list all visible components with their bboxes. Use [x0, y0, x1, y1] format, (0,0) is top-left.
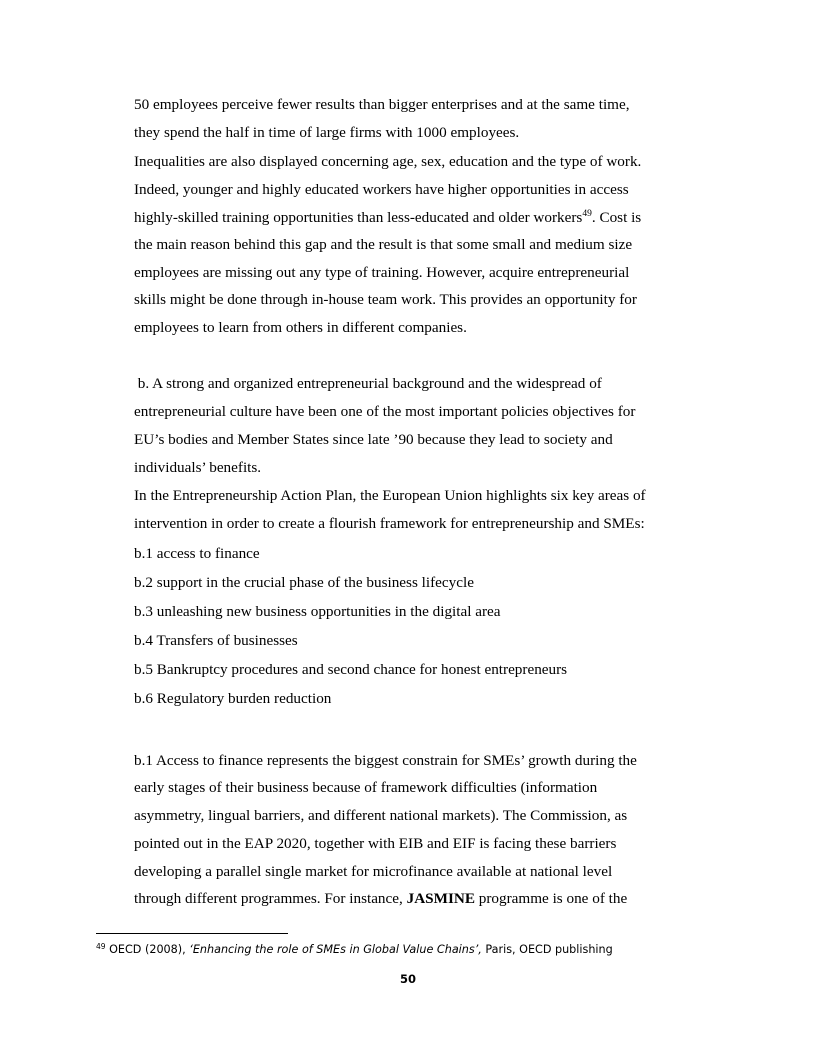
body-text-span: through different programmes. For instance, — [134, 890, 407, 907]
footnote-text: OECD (2008), — [105, 943, 190, 956]
footnote-text: Paris, OECD publishing — [481, 943, 613, 956]
body-text-line: skills might be done through in-house team work. This provides an opportunity for — [134, 291, 637, 308]
body-text-line: EU’s bodies and Member States since late ’90 because they lead to society and — [134, 431, 613, 448]
body-text-line: developing a parallel single market for microfinance available at national level — [134, 863, 613, 880]
list-item: b.1 access to finance — [134, 545, 260, 562]
list-item: b.5 Bankruptcy procedures and second chance for honest entrepreneurs — [134, 661, 568, 678]
body-text-line: In the Entrepreneurship Action Plan, the European Union highlights six key areas of — [134, 487, 646, 504]
body-text-line: 50 employees perceive fewer results than bigger enterprises and at the same time, — [134, 96, 630, 113]
list-item: b.2 support in the crucial phase of the business lifecycle — [134, 574, 474, 591]
list-item: b.6 Regulatory burden reduction — [134, 690, 332, 707]
list-item: b.4 Transfers of businesses — [134, 632, 298, 649]
body-text-line: entrepreneurial culture have been one of the most important policies objectives for — [134, 403, 636, 420]
body-text-line: asymmetry, lingual barriers, and different national markets). The Commission, as — [134, 807, 628, 824]
page-number: 50 — [399, 972, 416, 986]
body-text-line: employees to learn from others in different companies. — [134, 319, 467, 336]
body-text-line — [134, 208, 641, 228]
programme-name: JASMINE — [406, 890, 475, 907]
body-text-line: Inequalities are also displayed concerning age, sex, education and the type of work. — [134, 153, 642, 170]
list-item: b.3 unleashing new business opportunities in the digital area — [134, 603, 501, 620]
footnote — [96, 942, 613, 958]
body-text-line — [134, 889, 627, 909]
body-text-line: individuals’ benefits. — [134, 459, 262, 476]
footnote-reference[interactable]: 49 — [582, 209, 592, 219]
body-text-line: pointed out in the EAP 2020, together with EIB and EIF is facing these barriers — [134, 835, 617, 852]
body-text-line: b. A strong and organized entrepreneurial background and the widespread of — [134, 375, 602, 392]
body-text-line: intervention in order to create a flourish framework for entrepreneurship and SMEs: — [134, 515, 645, 532]
body-text-span: . Cost is — [591, 209, 642, 226]
body-text-span: highly-skilled training opportunities than less-educated and older workers — [134, 209, 583, 226]
footnote-title: ‘Enhancing the role of SMEs in Global Value Chains’, — [189, 943, 482, 956]
body-text-span: programme is one of the — [474, 890, 628, 907]
body-text-line: Indeed, younger and highly educated workers have higher opportunities in access — [134, 181, 629, 198]
body-text-line: b.1 Access to finance represents the biggest constrain for SMEs’ growth during the — [134, 752, 637, 769]
body-text-line: the main reason behind this gap and the result is that some small and medium size — [134, 236, 633, 253]
body-text-line: they spend the half in time of large firms with 1000 employees. — [134, 124, 520, 141]
body-text-line: employees are missing out any type of training. However, acquire entrepreneurial — [134, 264, 630, 281]
footnote-separator — [96, 933, 288, 934]
footnote-number: 49 — [96, 942, 106, 951]
body-text-line: early stages of their business because of framework difficulties (information — [134, 779, 598, 796]
